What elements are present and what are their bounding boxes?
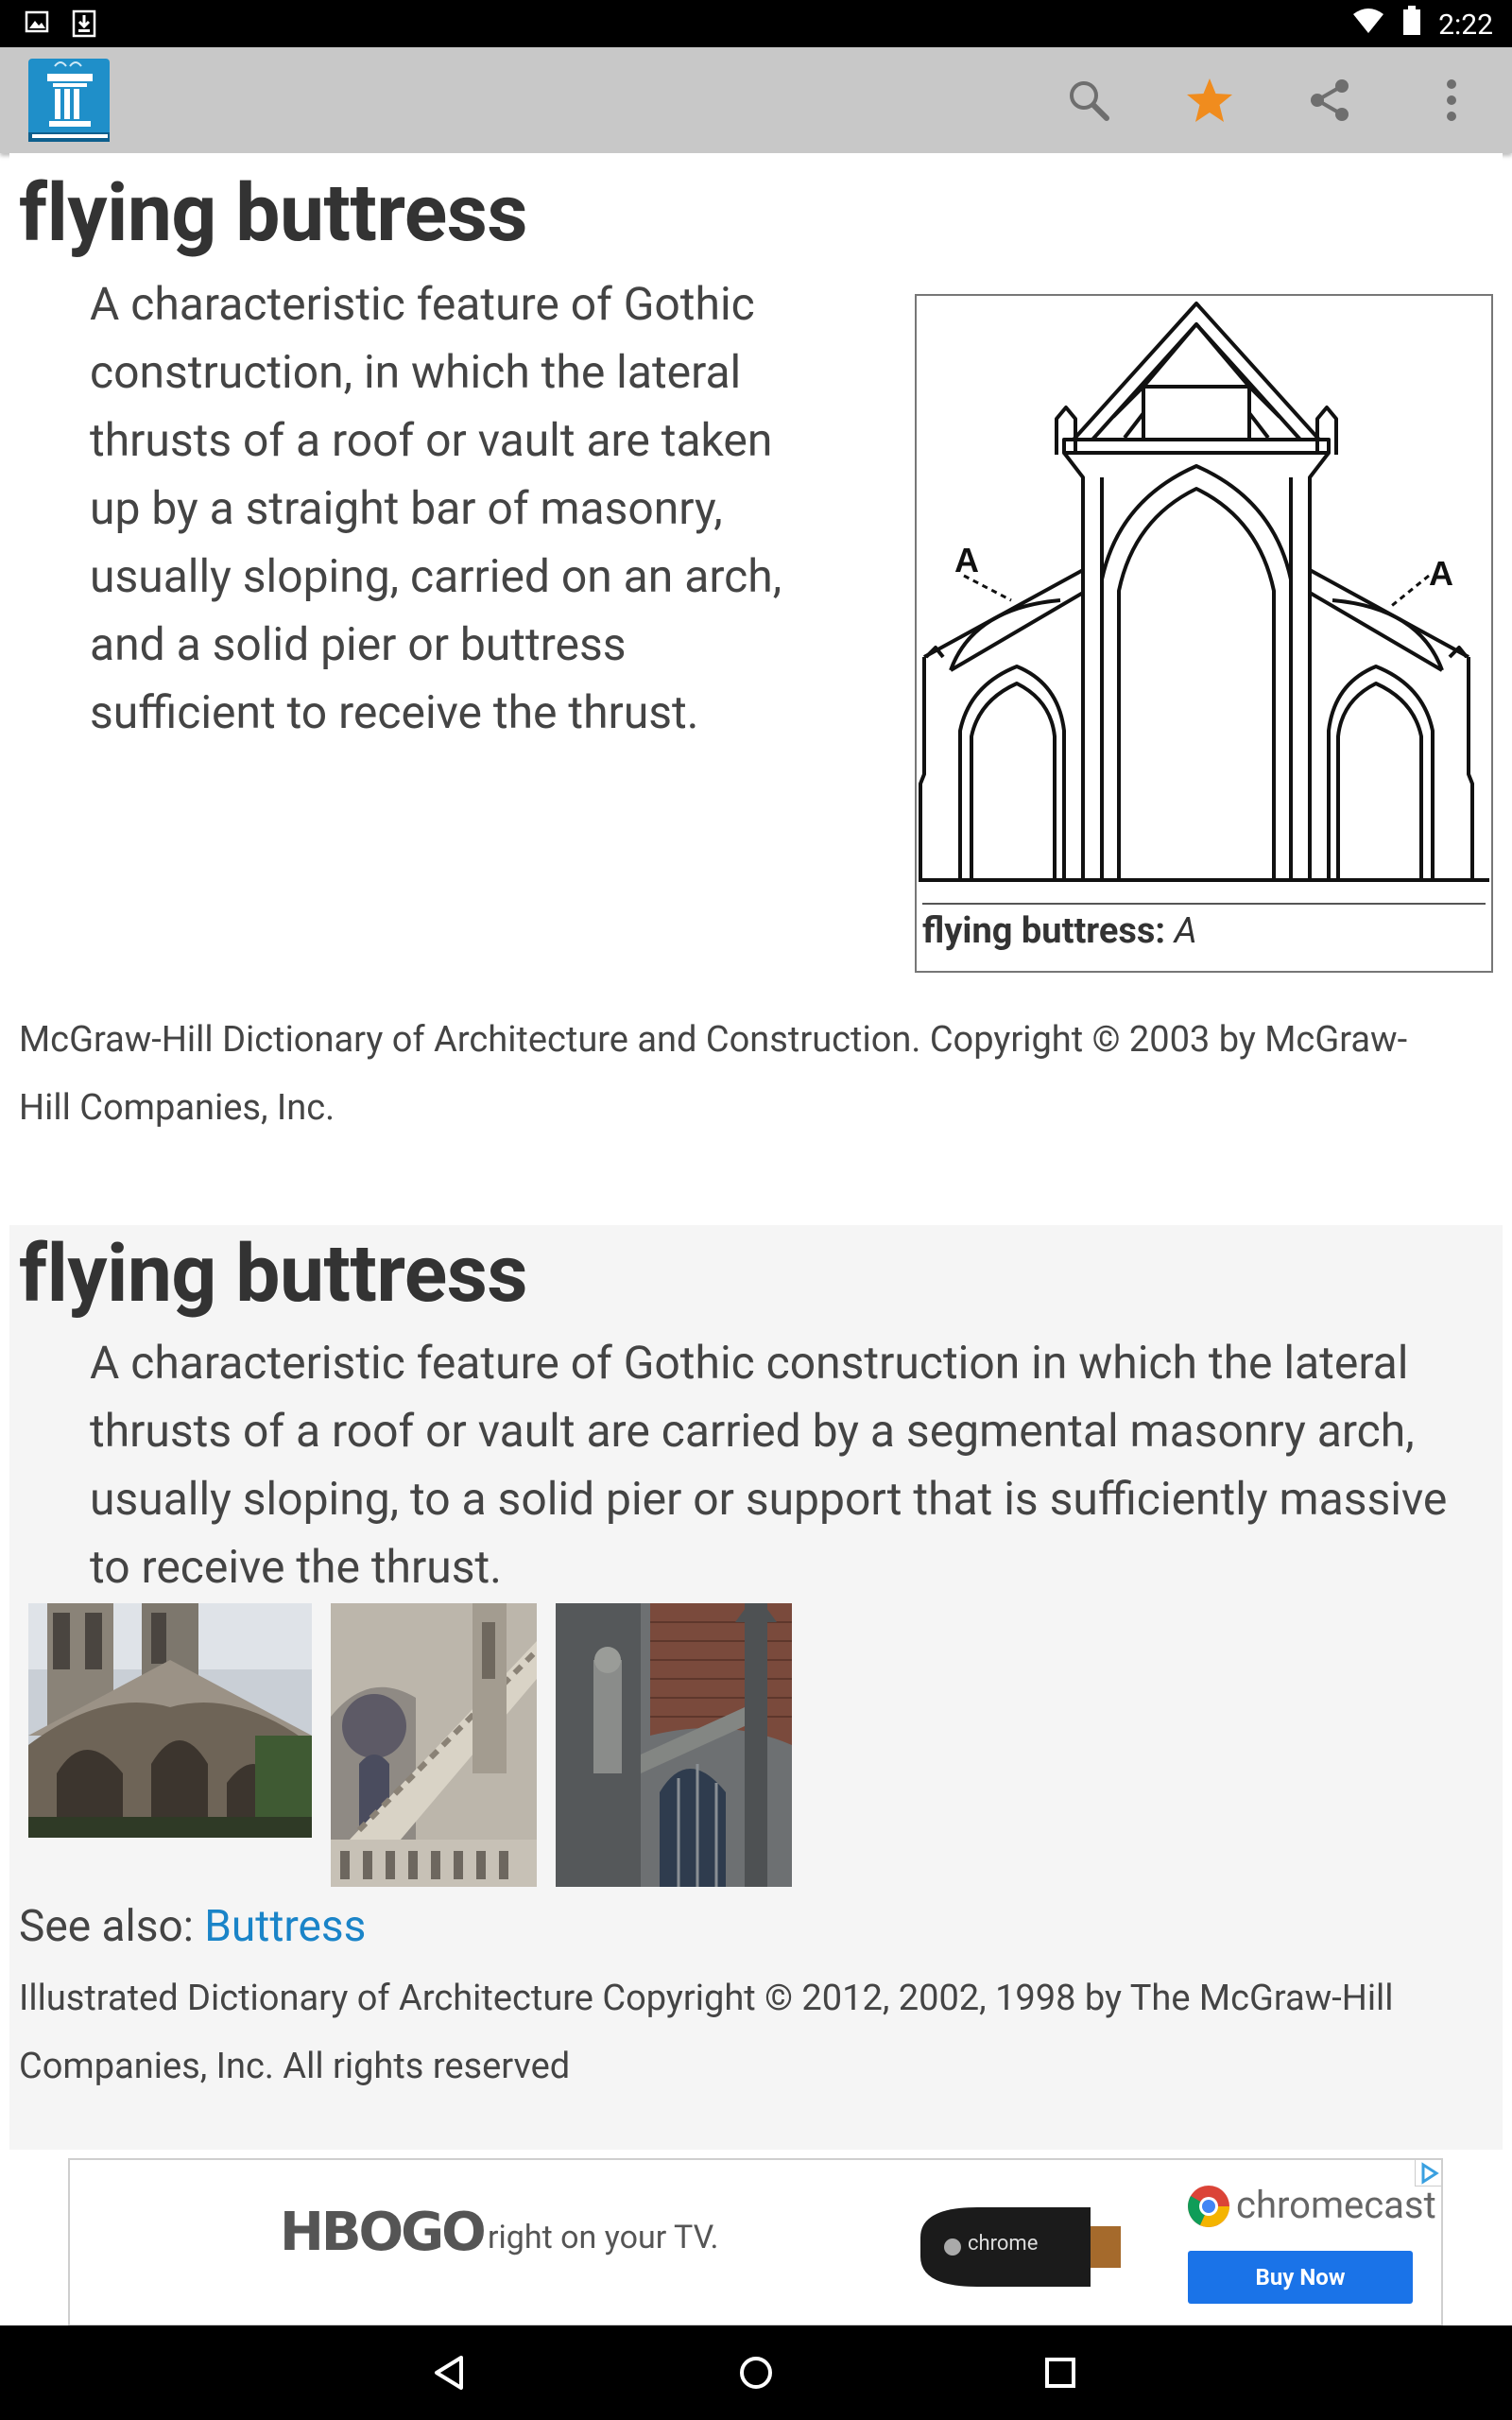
download-icon [72, 9, 96, 42]
entry-illustrated-architecture [9, 1225, 1503, 2150]
gothic-wall-photo[interactable] [556, 1603, 792, 1887]
entry-mcgraw-hill-construction [9, 153, 1503, 1221]
back-icon[interactable] [421, 2344, 478, 2401]
clock: 2:22 [1438, 8, 1493, 42]
figure-divider [922, 903, 1486, 905]
buttress-detail-photo[interactable] [331, 1603, 537, 1887]
gallery-icon [25, 9, 49, 42]
entry-headword: flying buttress [19, 1227, 528, 1321]
home-icon[interactable] [728, 2344, 784, 2401]
star-icon[interactable] [1149, 47, 1270, 153]
status-bar [0, 0, 1512, 47]
figure-caption: flying buttress: A [922, 910, 1197, 952]
buy-now-button[interactable]: Buy Now [1188, 2251, 1413, 2304]
ad-product-name: chromecast [1236, 2183, 1436, 2227]
share-icon[interactable] [1270, 47, 1391, 153]
ad-banner[interactable] [68, 2158, 1443, 2326]
entry-source: Illustrated Dictionary of Architecture Copyright © 2012, 2002, 1998 by The McGraw-Hill Companies, Inc. All rights reserved [19, 1978, 1394, 2087]
see-also: See also: Buttress [19, 1901, 367, 1952]
entry-headword: flying buttress [19, 166, 528, 260]
system-nav-bar [0, 2325, 1512, 2420]
ad-tagline: right on your TV. [488, 2219, 719, 2256]
entry-source: McGraw-Hill Dictionary of Architecture and Construction. Copyright © 2003 by McGraw- Hill Companies, Inc. [19, 1019, 1408, 1129]
svg-text:A: A [954, 541, 979, 579]
more-vert-icon[interactable] [1391, 47, 1512, 153]
entry-definition: A characteristic feature of Gothic construction, in which the lateral thrusts of a roof or vault are taken up by a straight bar of masonry, usually sloping, carried on an arch, and a solid pier or buttress sufficient to receive the thrust. [90, 277, 782, 739]
app-bar [0, 47, 1512, 153]
recents-icon[interactable] [1032, 2344, 1089, 2401]
hbogo-logo: HBOGO [280, 2202, 484, 2263]
flying-buttress-figure[interactable] [915, 294, 1493, 973]
dictionary-content [9, 153, 1503, 2087]
battery-icon [1402, 6, 1421, 43]
dictionary-book-icon[interactable] [26, 53, 113, 147]
chrome-logo-icon [1187, 2185, 1230, 2232]
flying-buttress-diagram [917, 296, 1491, 897]
chromecast-device-image: chrome [902, 2190, 1128, 2304]
see-also-link-buttress[interactable]: Buttress [204, 1901, 367, 1952]
cathedral-buttresses-photo[interactable] [28, 1603, 312, 1838]
search-icon[interactable] [1028, 47, 1149, 153]
wifi-icon [1351, 7, 1385, 43]
entry-definition: A characteristic feature of Gothic construction in which the lateral thrusts of a roof or vault are carried by a segmental masonry arch, usually sloping, to a solid pier or support that is sufficiently massive to receive the thrust. [90, 1336, 1448, 1594]
svg-text:A: A [1429, 554, 1453, 593]
